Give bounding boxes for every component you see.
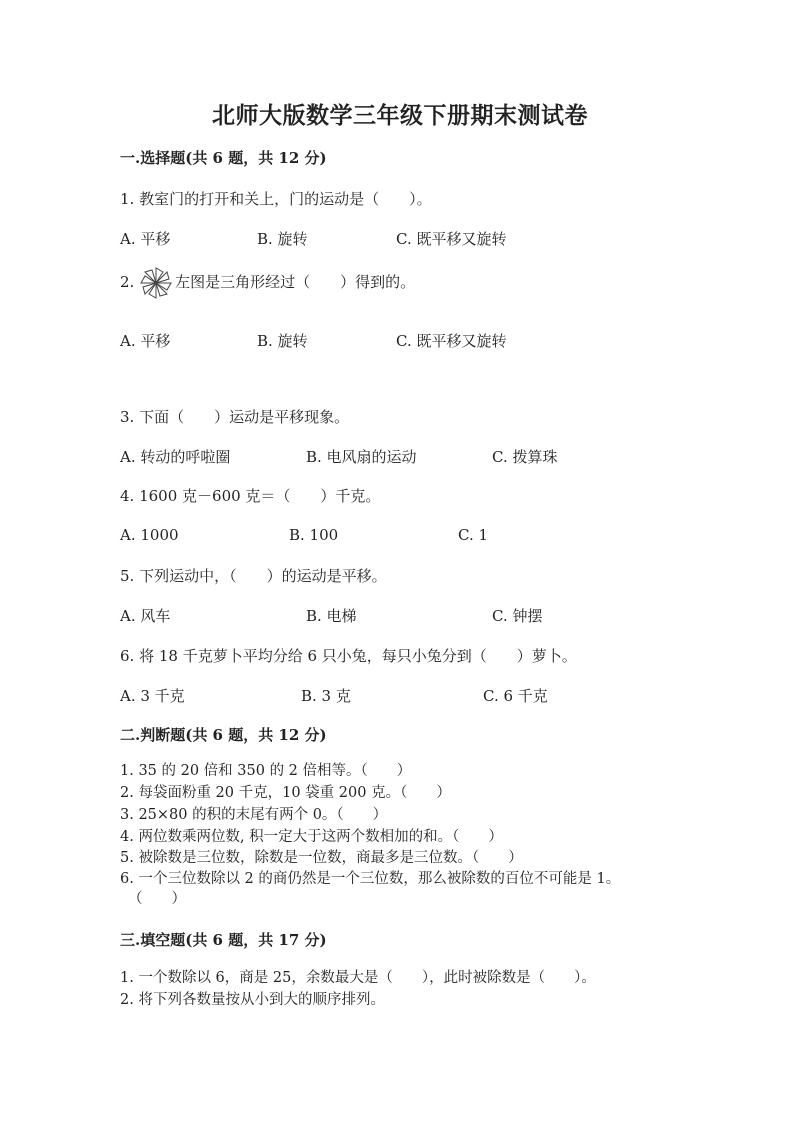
q6-option-a: A. 3 千克 [120,687,185,705]
question-2 [120,266,415,300]
question-2-number: 2. [120,273,135,291]
q1-option-a: A. 平移 [120,230,171,248]
q1-option-b: B. 旋转 [257,230,308,248]
q5-option-c: C. 钟摆 [492,607,543,625]
pinwheel-triangles-icon [139,266,173,300]
q2-option-c: C. 既平移又旋转 [396,332,507,350]
question-4: 4. 1600 克－600 克＝（ ）千克。 [120,487,381,505]
q6-option-b: B. 3 克 [301,687,351,705]
q4-option-a: A. 1000 [120,526,179,544]
q2-option-a: A. 平移 [120,332,171,350]
judge-item-4: 4. 两位数乘两位数, 积一定大于这两个数相加的和。（ ） [120,829,503,845]
q4-option-b: B. 100 [289,526,339,544]
judge-item-2: 2. 每袋面粉重 20 千克，10 袋重 200 克。（ ） [120,785,451,801]
fill-item-1: 1. 一个数除以 6，商是 25，余数最大是（ ），此时被除数是（ ）。 [120,970,596,986]
section-heading-fill-in: 三.填空题(共 6 题，共 17 分) [120,931,327,949]
q5-option-a: A. 风车 [120,607,171,625]
q1-option-c: C. 既平移又旋转 [396,230,507,248]
question-2-stem: 左图是三角形经过（ ）得到的。 [175,273,416,291]
section-heading-judgement: 二.判断题(共 6 题，共 12 分) [120,726,327,744]
q3-option-c: C. 拨算珠 [492,448,558,466]
page-title: 北师大版数学三年级下册期末测试卷 [212,102,588,129]
question-5: 5. 下列运动中，（ ）的运动是平移。 [120,567,387,585]
q3-option-b: B. 电风扇的运动 [306,448,417,466]
judge-item-6-blank: （ ） [128,891,186,907]
q5-option-b: B. 电梯 [306,607,357,625]
question-3: 3. 下面（ ）运动是平移现象。 [120,408,350,426]
judge-item-1: 1. 35 的 20 倍和 350 的 2 倍相等。（ ） [120,763,412,779]
q6-option-c: C. 6 千克 [483,687,548,705]
fill-item-2: 2. 将下列各数量按从小到大的顺序排列。 [120,992,385,1008]
judge-item-6: 6. 一个三位数除以 2 的商仍然是一个三位数，那么被除数的百位不可能是 1。 [120,871,621,887]
section-heading-choice: 一.选择题(共 6 题，共 12 分) [120,149,327,167]
question-6: 6. 将 18 千克萝卜平均分给 6 只小兔，每只小兔分到（ ）萝卜。 [120,647,577,665]
judge-item-5: 5. 被除数是三位数，除数是一位数，商最多是三位数。（ ） [120,850,523,866]
q2-option-b: B. 旋转 [257,332,308,350]
question-1: 1. 教室门的打开和关上，门的运动是（ ）。 [120,190,432,208]
q4-option-c: C. 1 [458,526,489,544]
judge-item-3: 3. 25×80 的积的末尾有两个 0。（ ） [120,807,388,823]
q3-option-a: A. 转动的呼啦圈 [120,448,231,466]
